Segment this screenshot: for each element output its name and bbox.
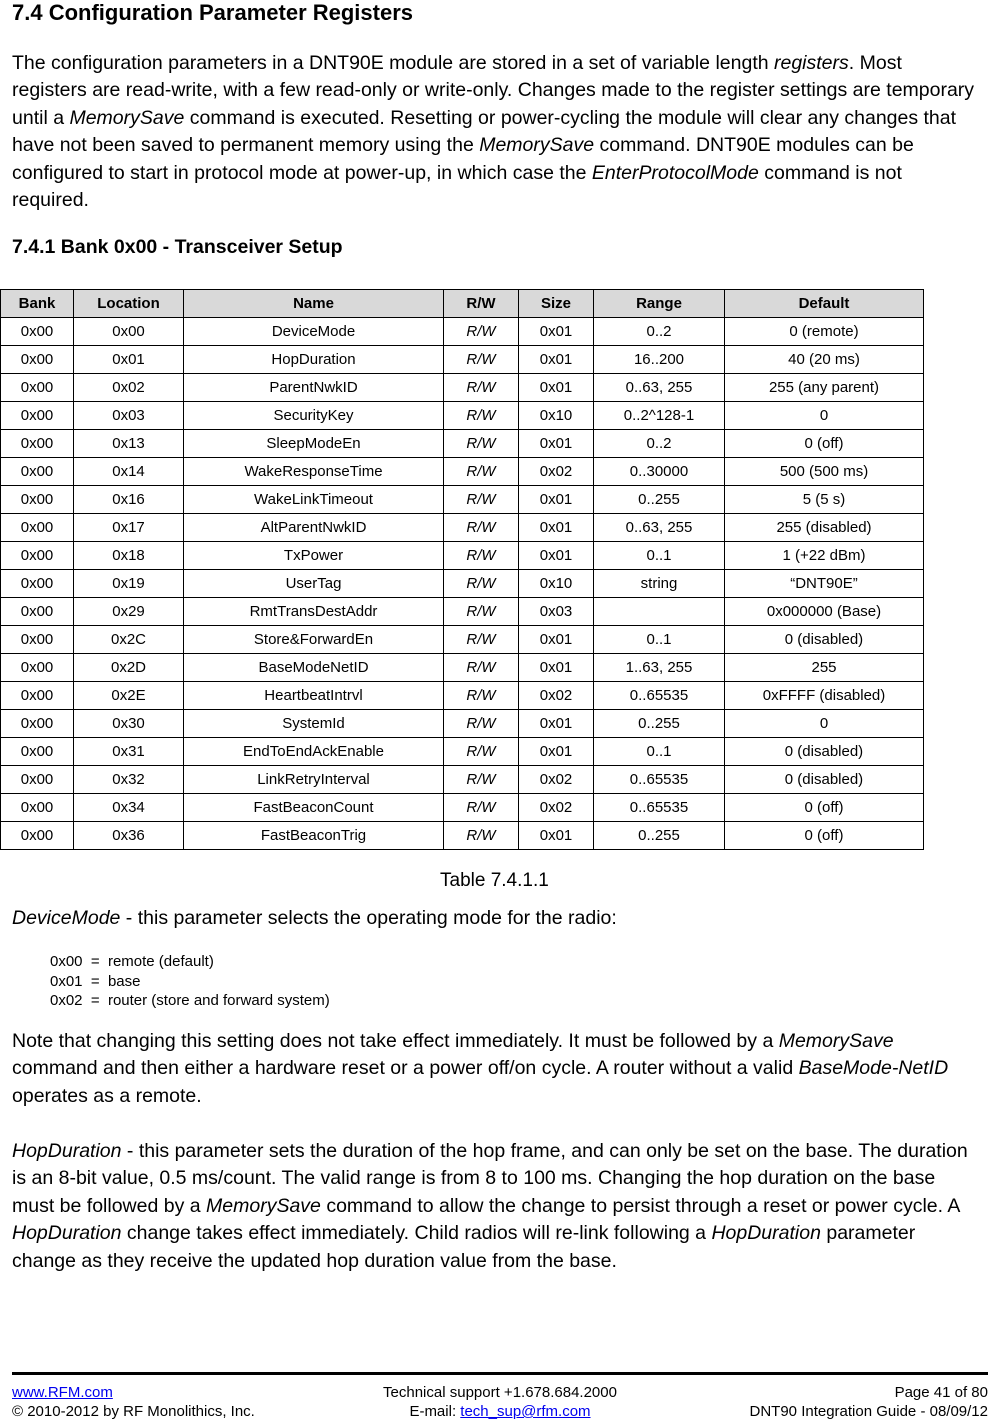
cell-bank: 0x00 [1, 458, 74, 486]
cell-size: 0x01 [519, 346, 594, 374]
table-row [1, 598, 924, 626]
cell-location: 0x03 [74, 402, 184, 430]
cell-bank: 0x00 [1, 570, 74, 598]
cell-rw: R/W [444, 458, 519, 486]
cell-rw: R/W [444, 374, 519, 402]
table-row [1, 822, 924, 850]
cell-size: 0x02 [519, 766, 594, 794]
table-row [1, 626, 924, 654]
cell-size: 0x03 [519, 598, 594, 626]
cell-name: WakeLinkTimeout [184, 486, 444, 514]
cell-size: 0x01 [519, 626, 594, 654]
cell-location: 0x18 [74, 542, 184, 570]
table-row [1, 710, 924, 738]
cell-location: 0x2E [74, 682, 184, 710]
table-row [1, 374, 924, 402]
cell-location: 0x02 [74, 374, 184, 402]
cell-rw: R/W [444, 402, 519, 430]
intro-paragraph: The configuration parameters in a DNT90E module are stored in a set of variable length registers. Most registers are read-write, with a few read-only or write-only. Changes made to the register settings are temporary until a MemorySave command is executed. Resetting or power-cycling the module will clear any changes that have not been saved to permanent memory using the MemorySave command. DNT90E modules can be configured to start in protocol mode at power-up, in which case the EnterProtocolMode command is not required. [12, 52, 975, 212]
cell-default: “DNT90E” [725, 570, 924, 598]
cell-bank: 0x00 [1, 682, 74, 710]
table-row [1, 738, 924, 766]
cell-name: FastBeaconCount [184, 794, 444, 822]
cell-rw: R/W [444, 542, 519, 570]
cell-name: SecurityKey [184, 402, 444, 430]
header-location: Location [74, 290, 184, 318]
cell-bank: 0x00 [1, 598, 74, 626]
cell-bank: 0x00 [1, 626, 74, 654]
cell-location: 0x2C [74, 626, 184, 654]
cell-size: 0x02 [519, 794, 594, 822]
cell-size: 0x02 [519, 458, 594, 486]
header-default: Default [725, 290, 924, 318]
cell-rw: R/W [444, 710, 519, 738]
cell-name: HeartbeatIntrvl [184, 682, 444, 710]
cell-default: 0 (remote) [725, 318, 924, 346]
cell-location: 0x19 [74, 570, 184, 598]
cell-rw: R/W [444, 430, 519, 458]
table-row [1, 514, 924, 542]
cell-size: 0x01 [519, 430, 594, 458]
table-row [1, 458, 924, 486]
cell-range: 0..1 [594, 542, 725, 570]
footer-email: E-mail: tech_sup@rfm.com [409, 1403, 591, 1420]
mode-option: 0x02 = router (store and forward system) [50, 992, 330, 1009]
cell-location: 0x00 [74, 318, 184, 346]
cell-name: TxPower [184, 542, 444, 570]
cell-default: 0 (disabled) [725, 626, 924, 654]
cell-location: 0x14 [74, 458, 184, 486]
cell-range: 1..63, 255 [594, 654, 725, 682]
cell-size: 0x01 [519, 514, 594, 542]
subsection-title: 7.4.1 Bank 0x00 - Transceiver Setup [12, 236, 343, 258]
cell-size: 0x01 [519, 822, 594, 850]
cell-size: 0x01 [519, 710, 594, 738]
register-table [0, 289, 924, 850]
cell-default: 0 (disabled) [725, 738, 924, 766]
cell-range: 0..2^128-1 [594, 402, 725, 430]
table-caption: Table 7.4.1.1 [440, 870, 549, 891]
cell-size: 0x01 [519, 318, 594, 346]
cell-bank: 0x00 [1, 346, 74, 374]
cell-default: 0 (off) [725, 794, 924, 822]
table-row [1, 486, 924, 514]
table-row [1, 682, 924, 710]
table-header-row [1, 290, 924, 318]
cell-rw: R/W [444, 738, 519, 766]
cell-default: 0 (off) [725, 430, 924, 458]
header-rw: R/W [444, 290, 519, 318]
table-row [1, 570, 924, 598]
cell-range: 0..2 [594, 430, 725, 458]
cell-range [594, 598, 725, 626]
cell-bank: 0x00 [1, 766, 74, 794]
cell-range: 16..200 [594, 346, 725, 374]
cell-range: 0..30000 [594, 458, 725, 486]
table-row [1, 402, 924, 430]
cell-default: 0 [725, 402, 924, 430]
cell-default: 255 (any parent) [725, 374, 924, 402]
cell-rw: R/W [444, 626, 519, 654]
mode-option: 0x01 = base [50, 972, 141, 990]
footer-page-number: Page 41 of 80 [894, 1384, 988, 1401]
cell-range: 0..65535 [594, 794, 725, 822]
cell-range: 0..63, 255 [594, 374, 725, 402]
cell-location: 0x16 [74, 486, 184, 514]
cell-range: 0..1 [594, 738, 725, 766]
cell-default: 40 (20 ms) [725, 346, 924, 374]
cell-name: UserTag [184, 570, 444, 598]
table-row [1, 766, 924, 794]
header-name: Name [184, 290, 444, 318]
cell-name: LinkRetryInterval [184, 766, 444, 794]
cell-bank: 0x00 [1, 430, 74, 458]
cell-rw: R/W [444, 682, 519, 710]
cell-name: RmtTransDestAddr [184, 598, 444, 626]
footer-support: Technical support +1.678.684.2000 [383, 1384, 617, 1401]
cell-location: 0x01 [74, 346, 184, 374]
cell-default: 0xFFFF (disabled) [725, 682, 924, 710]
cell-size: 0x10 [519, 570, 594, 598]
cell-location: 0x36 [74, 822, 184, 850]
hopduration-description: HopDuration - this parameter sets the duration of the hop frame, and can only be set on the base. The duration is an 8-bit value, 0.5 ms/count. The valid range is from 8 to 100 ms. Changing the hop duration on the base must be followed by a MemorySave command to allow the change to persist through a reset or power cycle. A HopDuration change takes effect immediately. Child radios will re-link following a HopDuration parameter change as they receive the updated hop duration value from the base. [12, 1140, 968, 1272]
cell-range: string [594, 570, 725, 598]
cell-default: 5 (5 s) [725, 486, 924, 514]
cell-rw: R/W [444, 570, 519, 598]
cell-bank: 0x00 [1, 822, 74, 850]
header-size: Size [519, 290, 594, 318]
cell-location: 0x30 [74, 710, 184, 738]
section-title: 7.4 Configuration Parameter Registers [12, 0, 414, 25]
footer-copyright: © 2010-2012 by RF Monolithics, Inc. [12, 1403, 255, 1420]
cell-bank: 0x00 [1, 374, 74, 402]
cell-name: EndToEndAckEnable [184, 738, 444, 766]
cell-bank: 0x00 [1, 542, 74, 570]
cell-name: HopDuration [184, 346, 444, 374]
cell-bank: 0x00 [1, 402, 74, 430]
cell-rw: R/W [444, 598, 519, 626]
cell-location: 0x31 [74, 738, 184, 766]
footer-guide: DNT90 Integration Guide - 08/09/12 [749, 1403, 988, 1420]
footer-website-link[interactable]: www.RFM.com [12, 1384, 113, 1401]
cell-bank: 0x00 [1, 794, 74, 822]
cell-bank: 0x00 [1, 654, 74, 682]
cell-rw: R/W [444, 794, 519, 822]
cell-rw: R/W [444, 486, 519, 514]
cell-rw: R/W [444, 766, 519, 794]
cell-name: DeviceMode [184, 318, 444, 346]
cell-size: 0x01 [519, 542, 594, 570]
cell-rw: R/W [444, 318, 519, 346]
table-row [1, 318, 924, 346]
cell-name: SystemId [184, 710, 444, 738]
cell-location: 0x29 [74, 598, 184, 626]
cell-name: ParentNwkID [184, 374, 444, 402]
cell-range: 0..65535 [594, 766, 725, 794]
table-row [1, 654, 924, 682]
cell-name: FastBeaconTrig [184, 822, 444, 850]
footer-divider [12, 1372, 988, 1375]
cell-size: 0x02 [519, 682, 594, 710]
cell-bank: 0x00 [1, 514, 74, 542]
cell-default: 1 (+22 dBm) [725, 542, 924, 570]
cell-location: 0x13 [74, 430, 184, 458]
cell-size: 0x01 [519, 486, 594, 514]
cell-range: 0..63, 255 [594, 514, 725, 542]
cell-name: WakeResponseTime [184, 458, 444, 486]
header-bank: Bank [1, 290, 74, 318]
cell-location: 0x17 [74, 514, 184, 542]
cell-bank: 0x00 [1, 710, 74, 738]
table-row [1, 430, 924, 458]
cell-name: Store&ForwardEn [184, 626, 444, 654]
cell-name: BaseModeNetID [184, 654, 444, 682]
table-row [1, 346, 924, 374]
cell-name: AltParentNwkID [184, 514, 444, 542]
cell-rw: R/W [444, 654, 519, 682]
cell-default: 0 (off) [725, 822, 924, 850]
cell-default: 0x000000 (Base) [725, 598, 924, 626]
cell-size: 0x10 [519, 402, 594, 430]
cell-range: 0..255 [594, 822, 725, 850]
footer-email-link[interactable]: tech_sup@rfm.com [460, 1403, 591, 1420]
devicemode-options [50, 952, 330, 1011]
table-row [1, 542, 924, 570]
cell-default: 0 (disabled) [725, 766, 924, 794]
cell-range: 0..255 [594, 710, 725, 738]
devicemode-description: DeviceMode - this parameter selects the operating mode for the radio: [12, 907, 617, 929]
cell-default: 255 (disabled) [725, 514, 924, 542]
cell-range: 0..255 [594, 486, 725, 514]
cell-rw: R/W [444, 346, 519, 374]
cell-range: 0..2 [594, 318, 725, 346]
cell-bank: 0x00 [1, 738, 74, 766]
cell-name: SleepModeEn [184, 430, 444, 458]
devicemode-note: Note that changing this setting does not take effect immediately. It must be followed by a MemorySave command and then either a hardware reset or a power off/on cycle. A router without a valid BaseMode-NetID operates as a remote. [12, 1030, 949, 1107]
cell-bank: 0x00 [1, 318, 74, 346]
cell-rw: R/W [444, 822, 519, 850]
cell-range: 0..1 [594, 626, 725, 654]
cell-size: 0x01 [519, 654, 594, 682]
cell-bank: 0x00 [1, 486, 74, 514]
header-range: Range [594, 290, 725, 318]
cell-location: 0x34 [74, 794, 184, 822]
cell-default: 255 [725, 654, 924, 682]
cell-size: 0x01 [519, 374, 594, 402]
cell-rw: R/W [444, 514, 519, 542]
table-row [1, 794, 924, 822]
cell-size: 0x01 [519, 738, 594, 766]
mode-option: 0x00 = remote (default) [50, 953, 214, 970]
cell-default: 0 [725, 710, 924, 738]
cell-default: 500 (500 ms) [725, 458, 924, 486]
cell-range: 0..65535 [594, 682, 725, 710]
cell-location: 0x32 [74, 766, 184, 794]
cell-location: 0x2D [74, 654, 184, 682]
